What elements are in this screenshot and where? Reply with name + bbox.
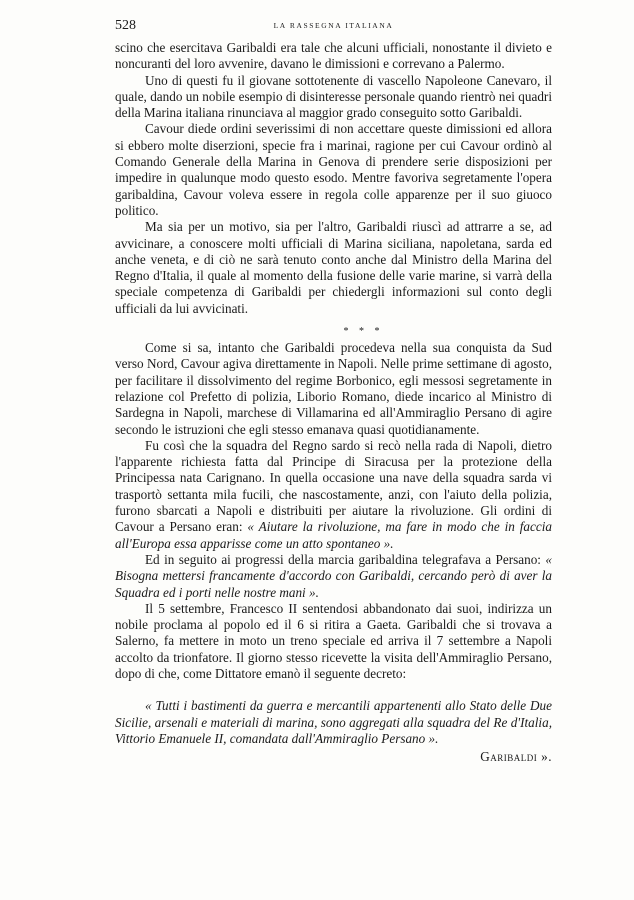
paragraph-7-text: Ed in seguito ai progressi della marcia garibaldina telegrafava a Persano: <box>145 551 546 567</box>
decree-quote: « Tutti i bastimenti da guerra e mercantili appartenenti allo Stato delle Due Sicilie, arsenali e materiali di marina, sono aggregati alla squadra del Re d'Italia, Vittorio Emanuele II, comandata dall'Ammiraglio Persano ». <box>115 698 552 746</box>
paragraph-3: Cavour diede ordini severissimi di non accettare queste dimissioni ed allora si ebbero molte diserzioni, specie fra i marinai, ragione per cui Cavour ordinò al Comando Generale della Marina in Genova di prendere serie disposizioni per impedire in qualunque modo questo esodo. Mentre favoriva segretamente l'opera garibaldina, Cavour voleva essere in regola colle apparenze per il suo giuoco politico. <box>115 121 552 218</box>
article-body <box>115 40 552 765</box>
paragraph-5: Come si sa, intanto che Garibaldi procedeva nella sua conquista da Sud verso Nord, Cavour agiva direttamente in Napoli. Nelle prime settimane di agosto, per facilitare il dissolvimento del regime Borbonico, egli messosi segretamente in relazione col Prefetto di polizia, Liborio Romano, diede incarico al Ministro di Sardegna in Napoli, marchese di Villamarina ed all'Ammiraglio Persano di agire secondo le istruzioni che egli stesso emanava quasi quotidianamente. <box>115 340 552 437</box>
running-title: LA RASSEGNA ITALIANA <box>273 21 394 30</box>
section-separator: * * * <box>343 326 384 338</box>
paragraph-7-quote: « Bisogna mettersi francamente d'accordo con Garibaldi, cercando però di aver la Squadra ed i porti nelle nostre mani ». <box>115 551 552 600</box>
paragraph-2: Uno di questi fu il giovane sottotenente di vascello Napoleone Canevaro, il quale, dando un nobile esempio di disinteresse personale quando rientrò nei quadri della Marina italiana rinunciava al maggior grado conseguito sotto Garibaldi. <box>115 72 552 121</box>
paragraph-6-quote: « Aiutare la rivoluzione, ma fare in modo che in faccia all'Europa essa apparisse come un atto spontaneo ». <box>115 519 552 551</box>
paragraph-1: scino che esercitava Garibaldi era tale che alcuni ufficiali, nonostante il divieto e noncuranti del loro avvenire, davano le dimissioni e correvano a Palermo. <box>115 40 552 72</box>
paragraph-6-text: Fu così che la squadra del Regno sardo si recò nella rada di Napoli, dietro l'apparente richiesta fatta dal Principe di Siracusa per la protezione della Principessa nata Carignano. In quella occasione una nave della squadra sarda vi trasportò settanta mila fucili, che nascostamente, anzi, con l'aiuto della polizia, furono sbarcati a Napoli e distribuiti per aiutare la rivoluzione. Gli ordini di Cavour a Persano eran: <box>115 437 552 535</box>
paragraph-4: Ma sia per un motivo, sia per l'altro, Garibaldi riuscì ad attrarre a se, ad avvicinare, a conoscere molti ufficiali di Marina siciliana, napoletana, sarda ed anche veneta, e di ciò ne sarà tenuto conto anche dal Ministro della Marina del Regno d'Italia, il quale al momento della fusione delle varie marine, si varrà della speciale competenza di Garibaldi per chiedergli informazioni sul conto degli ufficiali da lui avvicinati. <box>115 219 552 316</box>
signature: Garibaldi ». <box>480 749 552 765</box>
paragraph-8: Il 5 settembre, Francesco II sentendosi abbandonato dai suoi, indirizza un nobile proclama al popolo ed il 6 si ritira a Gaeta. Garibaldi che si trovava a Salerno, fa mettere in moto un treno speciale ed arriva il 7 settembre a Napoli accolto da trionfatore. Il giorno stesso ricevette la visita dell'Ammiraglio Persano, dopo di che, come Dittatore emanò il seguente decreto: <box>115 600 552 681</box>
spacer <box>115 682 552 698</box>
paragraph-6 <box>115 438 552 552</box>
page-header <box>115 18 552 38</box>
page-number: 528 <box>115 18 136 33</box>
paragraph-7 <box>115 552 552 601</box>
